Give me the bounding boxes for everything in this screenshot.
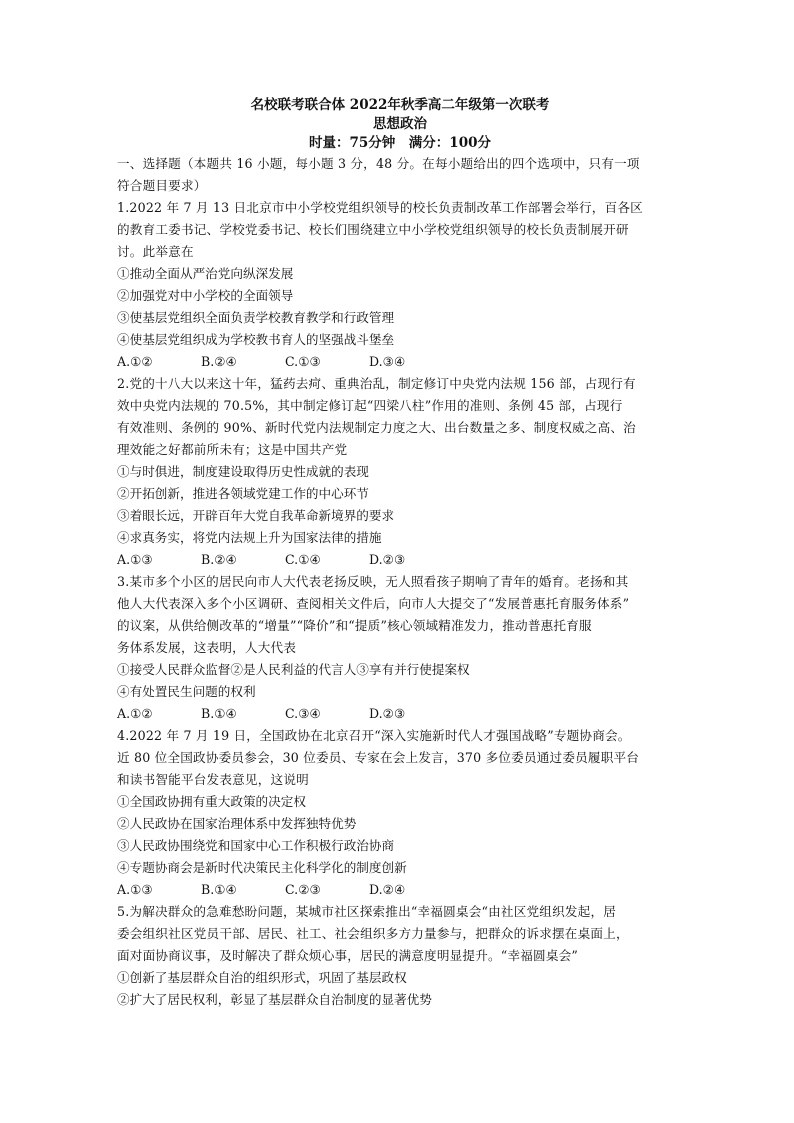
statement-option: ①接受人民群众监督②是人民利益的代言人③享有并行使提案权 (117, 662, 470, 677)
choice-d: D.③④ (369, 354, 406, 369)
statement-option: ③人民政协围绕党和国家中心工作积极行政治协商 (117, 838, 395, 853)
question-stem-line: 4.2022 年 7 月 19 日，全国政协在北京召开“深入实施新时代人才强国战略”专题协商会。 (117, 728, 631, 743)
answer-choices (117, 549, 683, 571)
choice-d: D.②④ (369, 882, 406, 897)
statement-option: ③着眼长远，开辟百年大党自我革命新境界的要求 (117, 508, 395, 523)
choice-b: B.②④ (201, 552, 237, 567)
statement-option: ②加强党对中小学校的全面领导 (117, 288, 294, 303)
question-stem-line: 有效准则、条例的 90%、新时代党内法规制定力度之大、出台数量之多、制度权威之高、治 (117, 420, 636, 435)
choice-c: C.②③ (285, 882, 321, 897)
question-stem-line: 3.某市多个小区的居民向市人大代表老扬反映，无人照看孩子期响了青年的婚育。老扬和其 (117, 574, 629, 589)
question-stem-line: 讨。此举意在 (117, 244, 194, 259)
statement-option: ①全国政协拥有重大政策的决定权 (117, 794, 306, 809)
choice-b: B.①④ (201, 706, 237, 721)
exam-time-info: 时量：75分钟 满分：100分 (309, 135, 491, 151)
choice-a: A.①③ (117, 882, 153, 897)
choice-a: A.①③ (117, 552, 153, 567)
question-stem-line: 的教育工委书记、学校党委书记、校长们围绕建立中小学校党组织领导的校长负责制展开研 (117, 222, 629, 237)
question-stem-line: 务体系发展，这表明，人大代表 (117, 640, 297, 655)
question-2 (117, 373, 683, 571)
statement-option: ④有处置民生问题的权利 (117, 684, 256, 699)
question-4 (117, 725, 683, 901)
choice-d: D.②③ (369, 552, 406, 567)
choice-a: A.①② (117, 706, 153, 721)
choice-a: A.①② (117, 354, 153, 369)
statement-option: ②开拓创新，推进各领域党建工作的中心环节 (117, 486, 369, 501)
choice-c: C.①④ (285, 552, 321, 567)
choice-d: D.②③ (369, 706, 406, 721)
answer-choices (117, 351, 683, 373)
statement-option: ②人民政协在国家治理体系中发挥独特优势 (117, 816, 357, 831)
question-stem-line: 2.党的十八大以来这十年，猛药去疴、重典治乱，制定修订中央党内法规 156 部，占现行有 (117, 376, 636, 391)
section-heading-line: 一、选择题（本题共 16 小题，每小题 3 分，48 分。在每小题给出的四个选项中，只有一项 (117, 156, 640, 171)
question-stem-line: 1.2022 年 7 月 13 日北京市中小学校党组织领导的校长负责制改革工作部署会举行，百各区 (117, 200, 643, 215)
statement-option: ③使基层党组织全面负责学校教育教学和行政管理 (117, 310, 395, 325)
statement-option: ④使基层党组织成为学校教书育人的坚强战斗堡垒 (117, 332, 395, 347)
choice-c: C.①③ (285, 354, 321, 369)
question-stem-line: 的议案，从供给侧改革的“增量”“降价”和“提质”核心领域精准发力，推动普惠托育服 (117, 618, 592, 633)
question-stem-line: 5.为解决群众的急难愁盼问题，某城市社区探索推出“幸福圆桌会“由社区党组织发起，居 (117, 904, 617, 919)
question-3 (117, 571, 683, 725)
question-stem-line: 委会组织社区党员干部、居民、社工、社会组织多方力量参与，把群众的诉求摆在桌面上， (117, 926, 629, 941)
question-1 (117, 197, 683, 373)
statement-option: ④专题协商会是新时代决策民主化科学化的制度创新 (117, 860, 407, 875)
question-stem-line: 面对面协商议事，及时解决了群众烦心事，居民的满意度明显提升。“幸福圆桌会” (117, 948, 579, 963)
statement-option: ④求真务实，将党内法规上升为国家法律的措施 (117, 530, 382, 545)
exam-page (117, 96, 683, 1011)
section-heading-line: 符合题目要求） (117, 178, 207, 193)
choice-b: B.①④ (201, 882, 237, 897)
question-stem-line: 他人大代表深入多个小区调研、查阅相关文件后，向市人大提交了“发展普惠托育服务体系” (117, 596, 630, 611)
question-5 (117, 901, 683, 1011)
choice-c: C.③④ (285, 706, 321, 721)
question-stem-line: 近 80 位全国政协委员参会，30 位委员、专家在会上发言，370 多位委员通过委员履职平台 (117, 750, 640, 765)
question-stem-line: 和读书智能平台发表意见，这说明 (117, 772, 309, 787)
statement-option: ①与时俱进，制度建设取得历史性成就的表现 (117, 464, 369, 479)
statement-option: ①创新了基层群众自治的组织形式，巩固了基层政权 (117, 970, 407, 985)
statement-option: ②扩大了居民权利，彰显了基层群众自治制度的显著优势 (117, 992, 432, 1007)
answer-choices (117, 879, 683, 901)
question-stem-line: 理效能之好都前所未有；这是中国共产党 (117, 442, 348, 457)
statement-option: ①推动全面从严治党向纵深发展 (117, 266, 294, 281)
question-stem-line: 效中央党内法规的 70.5%，其中制定修订起“四梁八柱”作用的准则、条例 45 部，占现行 (117, 398, 623, 413)
answer-choices (117, 703, 683, 725)
choice-b: B.②④ (201, 354, 237, 369)
exam-title: 名校联考联合体 2022年秋季高二年级第一次联考 (250, 97, 550, 113)
exam-subject: 思想政治 (373, 116, 427, 132)
